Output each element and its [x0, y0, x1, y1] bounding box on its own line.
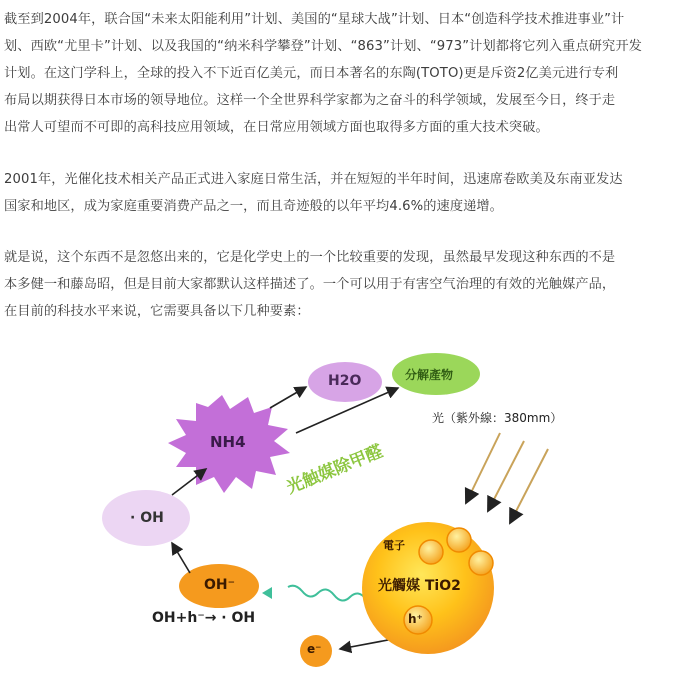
paragraph-3 — [4, 244, 690, 325]
text-line: 就是说，这个东西不是忽悠出来的，它是化学史上的一个比较重要的发现，虽然最早发现这种东西的不是 — [4, 250, 616, 265]
electron-orb — [469, 551, 493, 575]
oh-minus-label: OH⁻ — [204, 577, 236, 593]
light-ray — [466, 433, 500, 503]
light-label: 光（紫外線：380mm） — [432, 411, 563, 425]
text-line: 本多健一和藤岛昭，但是目前大家都默认这样描述了。一个可以用于有害空气治理的有效的光触媒产品， — [4, 277, 616, 292]
electron-orb — [447, 528, 471, 552]
text-line: 划、西欧“尤里卡”计划、以及我国的“纳米科学攀登”计划、“863”计划、“973”计划都将它列入重点研究开发 — [4, 39, 642, 54]
catalyst-label: 光觸媒 TiO2 — [378, 578, 461, 594]
text-line: 国家和地区，成为家庭重要消费产品之一，而且奇迹般的以年平均4.6%的速度递增。 — [4, 199, 503, 214]
electron-label: 電子 — [383, 539, 405, 552]
text-line: 出常人可望而不可即的高科技应用领域，在日常应用领域方面也取得多方面的重大技术突破。 — [4, 120, 549, 135]
nh4-label: NH4 — [210, 433, 246, 451]
light-ray — [488, 441, 524, 511]
paragraph-2 — [4, 166, 690, 220]
paragraph-1 — [4, 6, 690, 141]
oh-radical-label: · OH — [130, 510, 164, 526]
photocatalyst-diagram — [0, 335, 696, 677]
arrow-nh4-h2o — [270, 387, 306, 408]
diagram-title: 光触媒除甲醛 — [283, 441, 386, 499]
light-ray — [510, 449, 548, 523]
reaction-label: OH+h⁻→ · OH — [152, 610, 256, 626]
text-line: 在目前的科技水平来说，它需要具备以下几种要素： — [4, 304, 310, 319]
text-line: 2001年，光催化技术相关产品正式进入家庭日常生活，并在短短的半年时间，迅速席卷欧美及东南亚发达 — [4, 172, 623, 187]
hole-label: h⁺ — [408, 612, 423, 626]
products-label: 分解產物 — [405, 368, 454, 382]
electron-symbol: e⁻ — [307, 642, 322, 656]
h2o-label: H2O — [328, 373, 362, 389]
arrow-ohminus-oh — [172, 543, 190, 573]
electron-orb — [419, 540, 443, 564]
text-line: 布局以期获得日本市场的领导地位。这样一个全世界科学家都为之奋斗的科学领域，发展至今日，终于走 — [4, 93, 616, 108]
text-line: 计划。在这门学科上，全球的投入不下近百亿美元，而日本著名的东陶(TOTO)更是斥资2亿美元进行专利 — [4, 66, 619, 81]
text-line: 截至到2004年，联合国“未来太阳能利用”计划、美国的“星球大战”计划、日本“创造科学技术推进事业”计 — [4, 12, 625, 27]
